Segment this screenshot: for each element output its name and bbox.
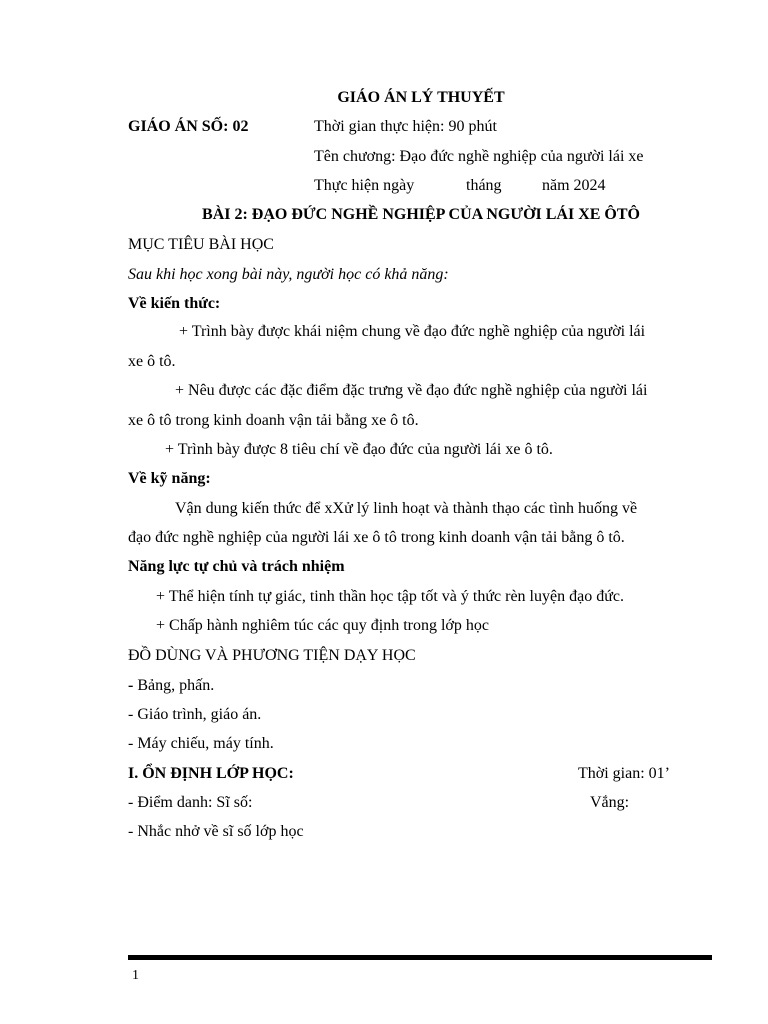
- chapter-name: Tên chương: Đạo đức nghề nghiệp của người lái xe: [314, 148, 644, 165]
- section-1-heading: I. ỔN ĐỊNH LỚP HỌC:: [128, 765, 294, 782]
- duration: Thời gian thực hiện: 90 phút: [314, 118, 497, 135]
- equipment-item-2: - Giáo trình, giáo án.: [128, 706, 262, 723]
- objectives-heading: MỤC TIÊU BÀI HỌC: [128, 236, 274, 253]
- footer-rule: [128, 955, 712, 960]
- attendance-line: - Điểm danh: Sĩ số:: [128, 794, 253, 811]
- equipment-item-1: [128, 676, 214, 696]
- equipment-item-1-text: Bảng, phấn.: [133, 677, 215, 694]
- skills-heading: Về kỹ năng:: [128, 470, 211, 487]
- autonomy-heading: Năng lực tự chủ và trách nhiệm: [128, 558, 345, 575]
- page-number: 1: [132, 968, 139, 983]
- date-year: năm 2024: [542, 177, 606, 194]
- knowledge-item-1: + Trình bày được khái niệm chung về đạo đức nghề nghiệp của người lái: [179, 323, 646, 340]
- skills-item-1-cont: đạo đức nghề nghiệp của người lái xe ô tô trong kinh doanh vận tải bằng ô tô.: [128, 529, 625, 546]
- knowledge-item-2-cont: xe ô tô trong kinh doanh vận tải bằng xe ô tô.: [128, 412, 419, 429]
- lesson-title: BÀI 2: ĐẠO ĐỨC NGHỀ NGHIỆP CỦA NGƯỜI LÁI XE ÔTÔ: [202, 206, 640, 223]
- doc-title: GIÁO ÁN LÝ THUYẾT: [337, 89, 505, 106]
- equipment-item-3: - Máy chiếu, máy tính.: [128, 735, 274, 752]
- knowledge-item-3: + Trình bày được 8 tiêu chí về đạo đức của người lái xe ô tô.: [165, 441, 553, 458]
- section-1-time: Thời gian: 01’: [578, 765, 670, 782]
- reminder-line: - Nhắc nhở về sĩ số lớp học: [128, 823, 304, 840]
- autonomy-item-2: + Chấp hành nghiêm túc các quy định trong lớp học: [156, 617, 489, 634]
- knowledge-heading: Về kiến thức:: [128, 295, 221, 312]
- autonomy-item-1: + Thể hiện tính tự giác, tinh thần học tập tốt và ý thức rèn luyện đạo đức.: [156, 588, 624, 605]
- skills-item-1: Vận dung kiến thức để xXử lý linh hoạt và thành thạo các tình huống về: [175, 500, 638, 517]
- date-month: tháng: [466, 177, 502, 194]
- plan-number: GIÁO ÁN SỐ: 02: [128, 118, 249, 135]
- objectives-intro: Sau khi học xong bài này, người học có khả năng:: [128, 266, 449, 283]
- equipment-heading: ĐỒ DÙNG VÀ PHƯƠNG TIỆN DẠY HỌC: [128, 647, 416, 664]
- knowledge-item-1-cont: xe ô tô.: [128, 353, 176, 370]
- equipment-item-1-dash: -: [128, 677, 134, 694]
- date-day: Thực hiện ngày: [314, 177, 415, 194]
- knowledge-item-2: + Nêu được các đặc điểm đặc trưng về đạo đức nghề nghiệp của người lái: [175, 382, 648, 399]
- absent-label: Vắng:: [590, 794, 630, 811]
